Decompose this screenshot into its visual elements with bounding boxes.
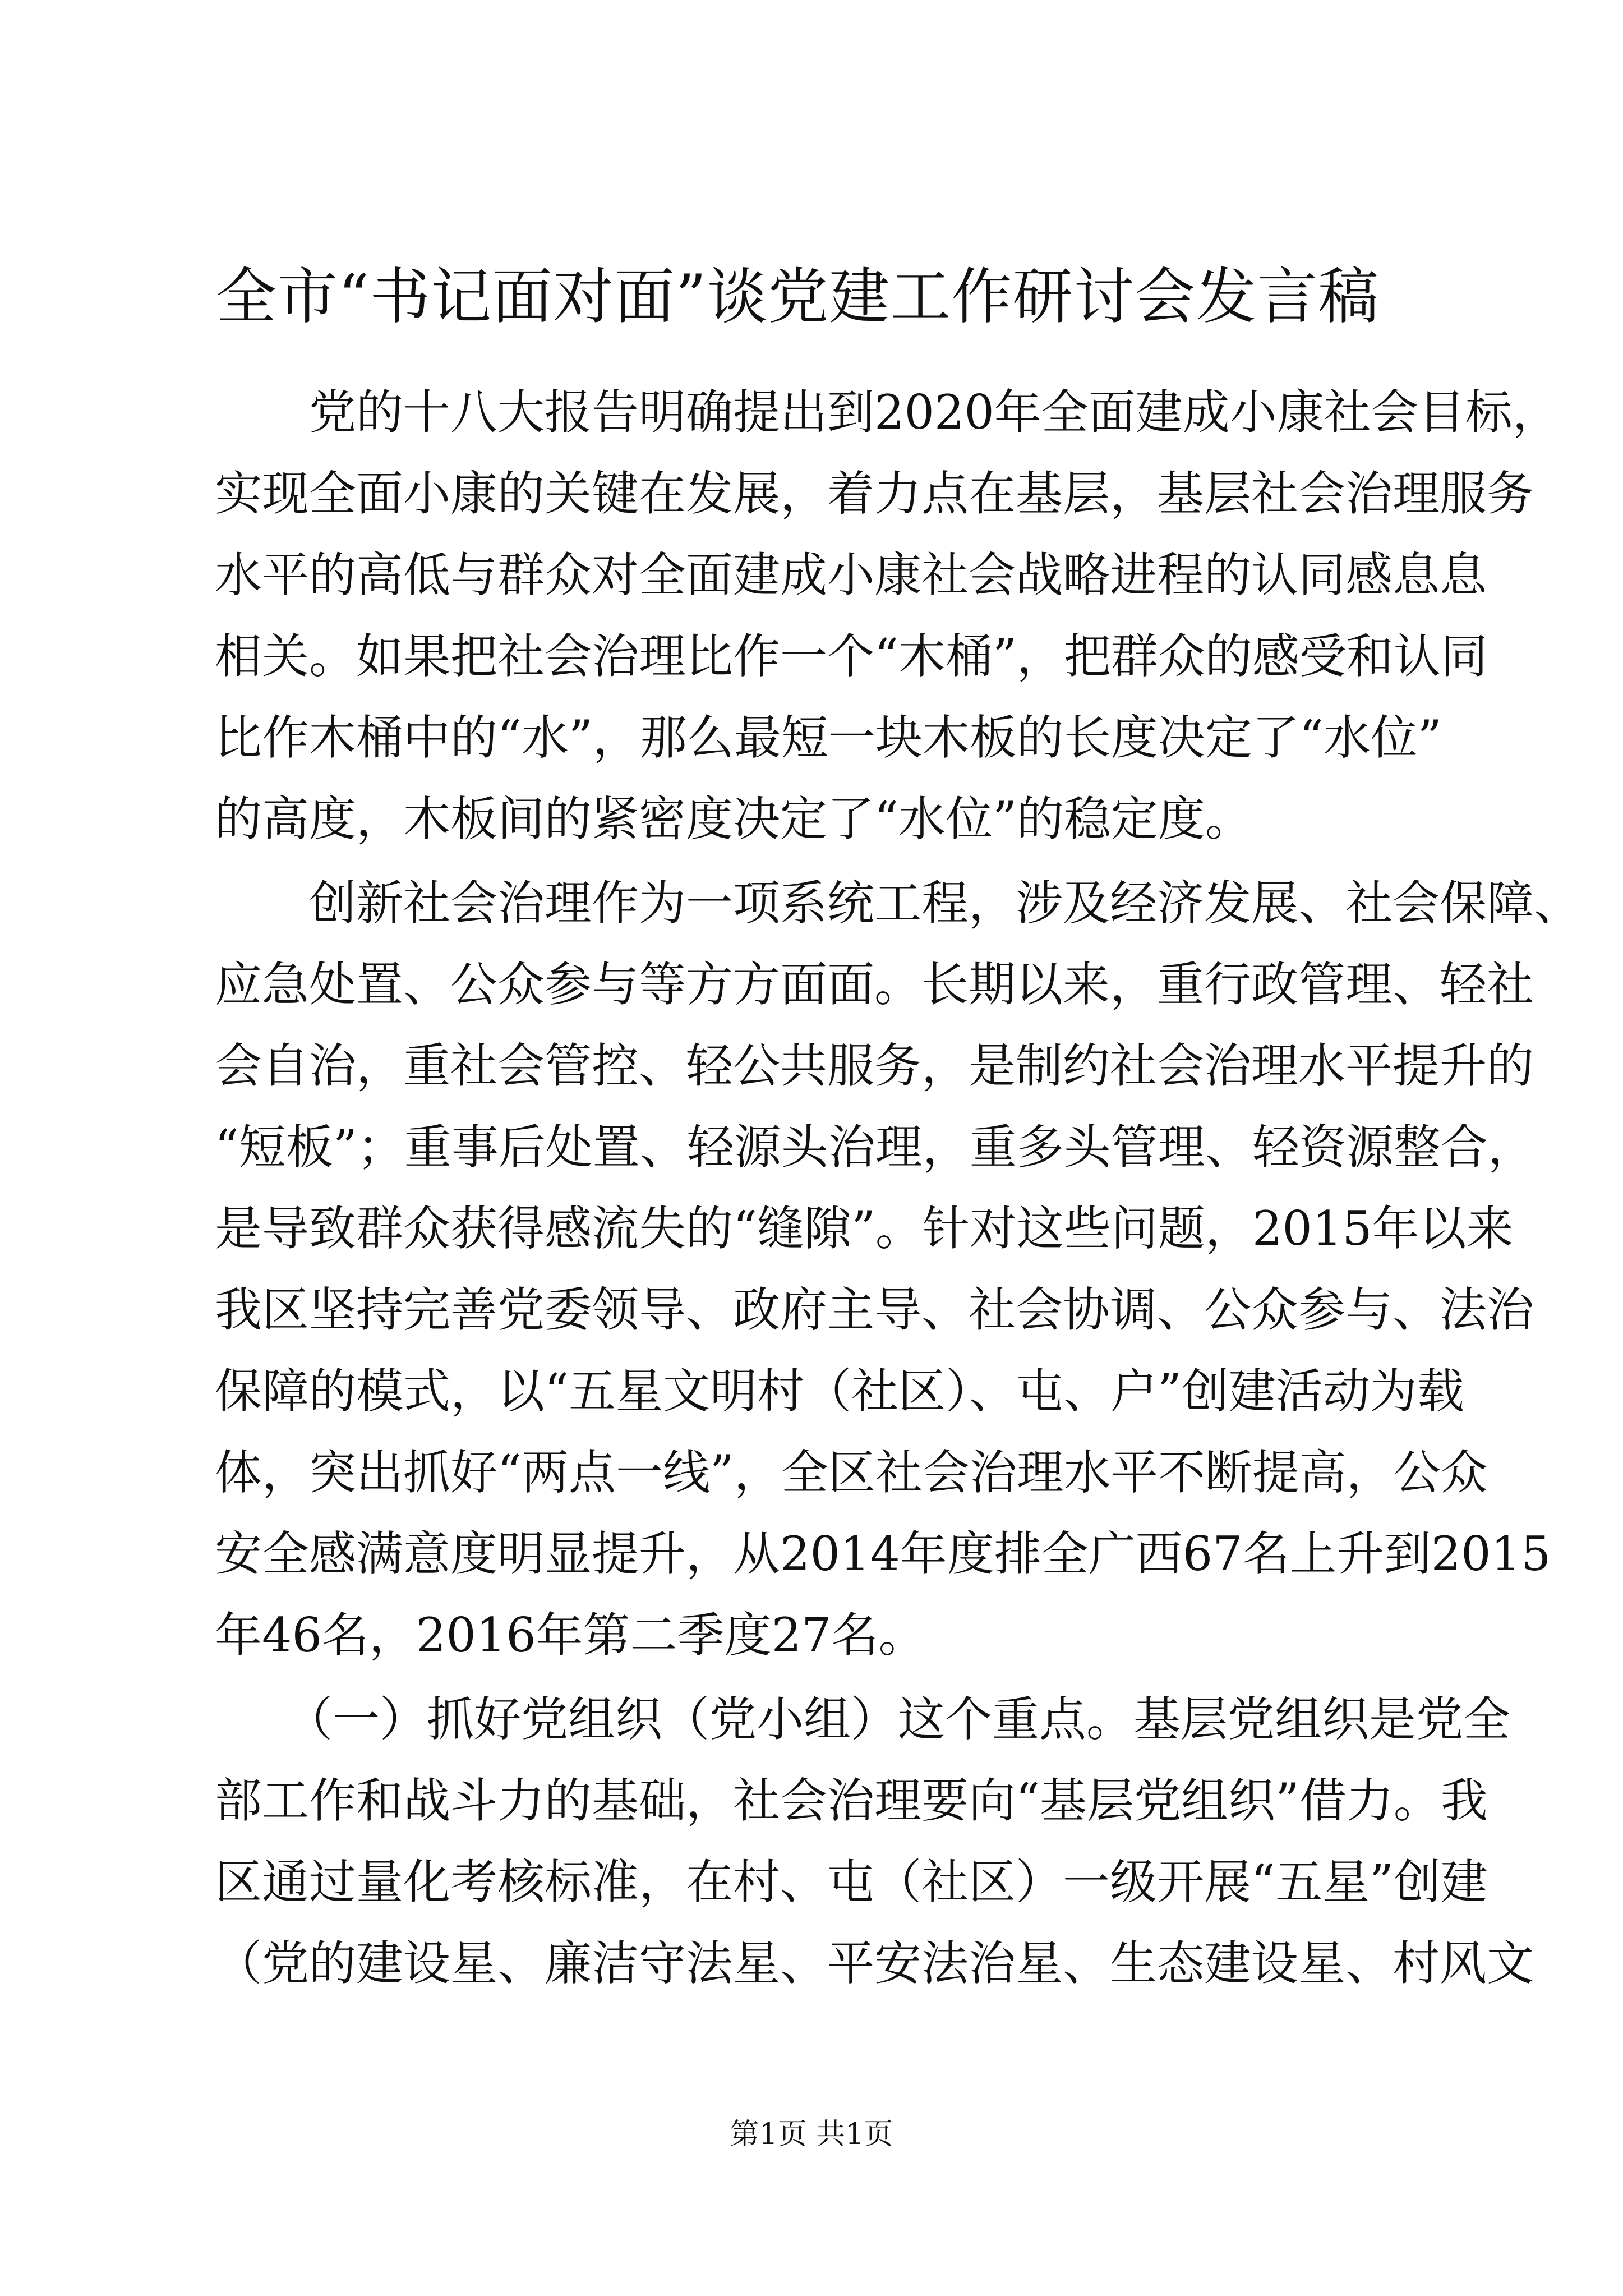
body-line: 部工作和战斗力的基础，社会治理要向“基层党组织”借力。我: [215, 1773, 1488, 1828]
body-line: 保障的模式，以“五星文明村（社区）、屯、户”创建活动为载: [215, 1364, 1464, 1419]
body-line: 相关。如果把社会治理比作一个“木桶”，把群众的感受和认同: [215, 629, 1488, 684]
body-line: 安全感满意度明显提升，从2014年度排全广西67名上升到2015: [215, 1526, 1551, 1581]
body-line: 是导致群众获得感流失的“缝隙”。针对这些问题，2015年以来: [215, 1201, 1514, 1256]
body-line: 比作木桶中的“水”，那么最短一块木板的长度决定了“水位”: [215, 710, 1442, 765]
document-title: 全市“书记面对面”谈党建工作研讨会发言稿: [216, 262, 1380, 332]
body-line: 的高度，木板间的紧密度决定了“水位”的稳定度。: [215, 792, 1252, 846]
body-line: “短板”；重事后处置、轻源头治理，重多头管理、轻资源整合，: [215, 1120, 1535, 1175]
body-line: 区通过量化考核标准，在村、屯（社区）一级开展“五星”创建: [215, 1855, 1488, 1910]
body-line: 体，突出抓好“两点一线”，全区社会治理水平不断提高，公众: [215, 1445, 1488, 1500]
body-line: 会自治，重社会管控、轻公共服务，是制约社会治理水平提升的: [215, 1038, 1534, 1093]
body-line: 水平的高低与群众对全面建成小康社会战略进程的认同感息息: [215, 547, 1487, 602]
body-line: 创新社会治理作为一项系统工程，涉及经济发展、社会保障、: [215, 876, 1581, 931]
body-line: 党的十八大报告明确提出到2020年全面建成小康社会目标，: [215, 385, 1560, 440]
body-line: 应急处置、公众参与等方方面面。长期以来，重行政管理、轻社: [215, 957, 1534, 1012]
body-line: （党的建设星、廉洁守法星、平安法治星、生态建设星、村风文: [215, 1936, 1534, 1991]
body-line: 年46名，2016年第二季度27名。: [215, 1608, 926, 1663]
page-number-footer: 第1页 共1页: [730, 2118, 893, 2151]
body-line: （一）抓好党组织（党小组）这个重点。基层党组织是党全: [215, 1692, 1511, 1747]
body-line: 实现全面小康的关键在发展，着力点在基层，基层社会治理服务: [215, 466, 1534, 521]
body-line: 我区坚持完善党委领导、政府主导、社会协调、公众参与、法治: [215, 1282, 1534, 1337]
